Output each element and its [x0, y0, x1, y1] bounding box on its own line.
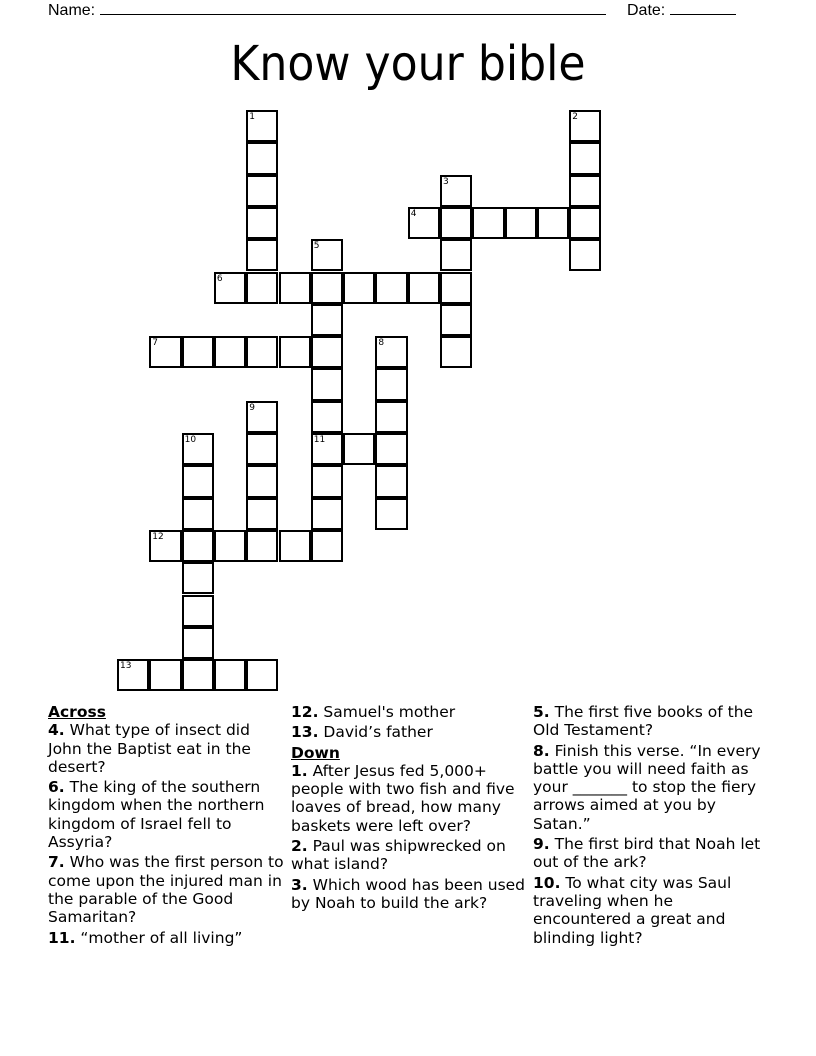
grid-cell[interactable]: [537, 207, 569, 239]
grid-cell[interactable]: [440, 336, 472, 368]
name-label: Name:: [48, 2, 96, 19]
clue-number: 13: [120, 661, 132, 672]
clue-number: 3: [443, 176, 449, 187]
clue-number: 7: [152, 338, 159, 349]
grid-cell[interactable]: [214, 272, 246, 304]
clue-number: 12: [152, 531, 164, 542]
clues-column-2: [291, 703, 527, 914]
grid-cell[interactable]: [311, 304, 343, 336]
grid-cell[interactable]: [246, 433, 278, 465]
grid-cell[interactable]: [375, 272, 407, 304]
grid-cell[interactable]: [246, 401, 278, 433]
clue-number: 10: [184, 435, 197, 445]
clue-down-1: 1. After Jesus fed 5,000+ people with two fish and five loaves of bread, how many baskets were left over?: [291, 761, 515, 835]
clue-number: 11: [313, 435, 326, 445]
grid-cell[interactable]: [375, 368, 407, 400]
grid-cell[interactable]: [279, 272, 311, 304]
grid-cell[interactable]: [246, 465, 278, 497]
grid-cell[interactable]: [569, 175, 601, 207]
grid-cell[interactable]: [311, 498, 343, 530]
grid-cell[interactable]: [311, 401, 343, 433]
grid-cell[interactable]: [182, 465, 214, 497]
grid-cell[interactable]: [214, 659, 246, 691]
clue-across-4: 4. What type of insect did John the Baptist eat in the desert?: [48, 721, 251, 776]
grid-cell[interactable]: [440, 272, 472, 304]
down-heading: Down: [291, 743, 340, 762]
grid-cell[interactable]: [246, 272, 278, 304]
grid-cell[interactable]: [408, 207, 440, 239]
grid-cell[interactable]: [440, 239, 472, 271]
grid-cell[interactable]: [375, 465, 407, 497]
page-title: Know your bible: [230, 36, 586, 92]
grid-cell[interactable]: [182, 530, 214, 562]
grid-cell[interactable]: [246, 207, 278, 239]
clue-down-10: 10. To what city was Saul traveling when he encountered a great and blinding light?: [533, 873, 732, 947]
grid-cell[interactable]: [246, 530, 278, 562]
grid-cell[interactable]: [246, 110, 278, 142]
date-label: Date:: [627, 2, 666, 19]
clue-down-2: 2. Paul was shipwrecked on what island?: [291, 837, 506, 874]
clue-down-5: 5. The first five books of the Old Testament?: [533, 703, 754, 740]
clue-number: 2: [572, 112, 578, 122]
grid-cell[interactable]: [375, 336, 407, 368]
grid-cell[interactable]: [569, 239, 601, 271]
grid-cell[interactable]: [182, 659, 214, 691]
grid-cell[interactable]: [311, 433, 343, 465]
grid-cell[interactable]: [149, 659, 181, 691]
grid-cell[interactable]: [311, 465, 343, 497]
clue-number: 9: [249, 402, 255, 413]
clue-number: 8: [378, 338, 385, 349]
grid-cell[interactable]: [117, 659, 149, 691]
grid-cell[interactable]: [569, 142, 601, 174]
grid-cell[interactable]: [472, 207, 504, 239]
clue-number: 1: [249, 112, 255, 122]
grid-cell[interactable]: [505, 207, 537, 239]
grid-cell[interactable]: [182, 627, 214, 659]
clue-across-13: 13. David’s father: [291, 723, 433, 742]
grid-cell[interactable]: [375, 401, 407, 433]
grid-cell[interactable]: [279, 336, 311, 368]
grid-cell[interactable]: [149, 530, 181, 562]
grid-cell[interactable]: [440, 175, 472, 207]
grid-cell[interactable]: [408, 272, 440, 304]
grid-cell[interactable]: [569, 110, 601, 142]
grid-cell[interactable]: [182, 562, 214, 594]
clue-down-9: 9. The first bird that Noah let out of the ark?: [533, 835, 761, 872]
grid-cell[interactable]: [246, 336, 278, 368]
grid-cell[interactable]: [182, 595, 214, 627]
clue-across-12: 12. Samuel's mother: [291, 703, 456, 721]
across-heading: Across: [48, 703, 106, 721]
grid-cell[interactable]: [246, 239, 278, 271]
grid-cell[interactable]: [246, 498, 278, 530]
clue-number: 6: [216, 273, 223, 284]
clue-across-11: 11. “mother of all living”: [48, 928, 243, 947]
grid-cell[interactable]: [343, 272, 375, 304]
grid-cell[interactable]: [440, 207, 472, 239]
grid-cell[interactable]: [246, 659, 278, 691]
grid-cell[interactable]: [214, 336, 246, 368]
grid-cell[interactable]: [311, 530, 343, 562]
clue-number: 4: [410, 208, 417, 219]
grid-cell[interactable]: [343, 433, 375, 465]
grid-cell[interactable]: [182, 433, 214, 465]
clues-column-1: [48, 703, 284, 949]
grid-cell[interactable]: [246, 175, 278, 207]
clue-across-7: 7. Who was the first person to come upon the injured man in the parable of the Good Samaritan?: [48, 853, 284, 927]
grid-cell[interactable]: [182, 336, 214, 368]
grid-cell[interactable]: [311, 272, 343, 304]
clue-down-8: 8. Finish this verse. “In every battle you will need faith as your _______ to stop the fiery arrows aimed at you by Satan.”: [533, 741, 761, 833]
clue-across-6: 6. The king of the southern kingdom when the northern kingdom of Israel fell to Assyria?: [48, 778, 265, 852]
grid-cell[interactable]: [311, 239, 343, 271]
grid-cell[interactable]: [375, 433, 407, 465]
grid-cell[interactable]: [246, 142, 278, 174]
grid-cell[interactable]: [569, 207, 601, 239]
grid-cell[interactable]: [440, 304, 472, 336]
clue-down-3: 3. Which wood has been used by Noah to build the ark?: [291, 875, 526, 912]
grid-cell[interactable]: [311, 368, 343, 400]
clues-column-3: [533, 703, 773, 949]
grid-cell[interactable]: [375, 498, 407, 530]
grid-cell[interactable]: [182, 498, 214, 530]
grid-cell[interactable]: [279, 530, 311, 562]
grid-cell[interactable]: [214, 530, 246, 562]
grid-cell[interactable]: [149, 336, 181, 368]
grid-cell[interactable]: [311, 336, 343, 368]
clue-number: 5: [313, 241, 320, 252]
